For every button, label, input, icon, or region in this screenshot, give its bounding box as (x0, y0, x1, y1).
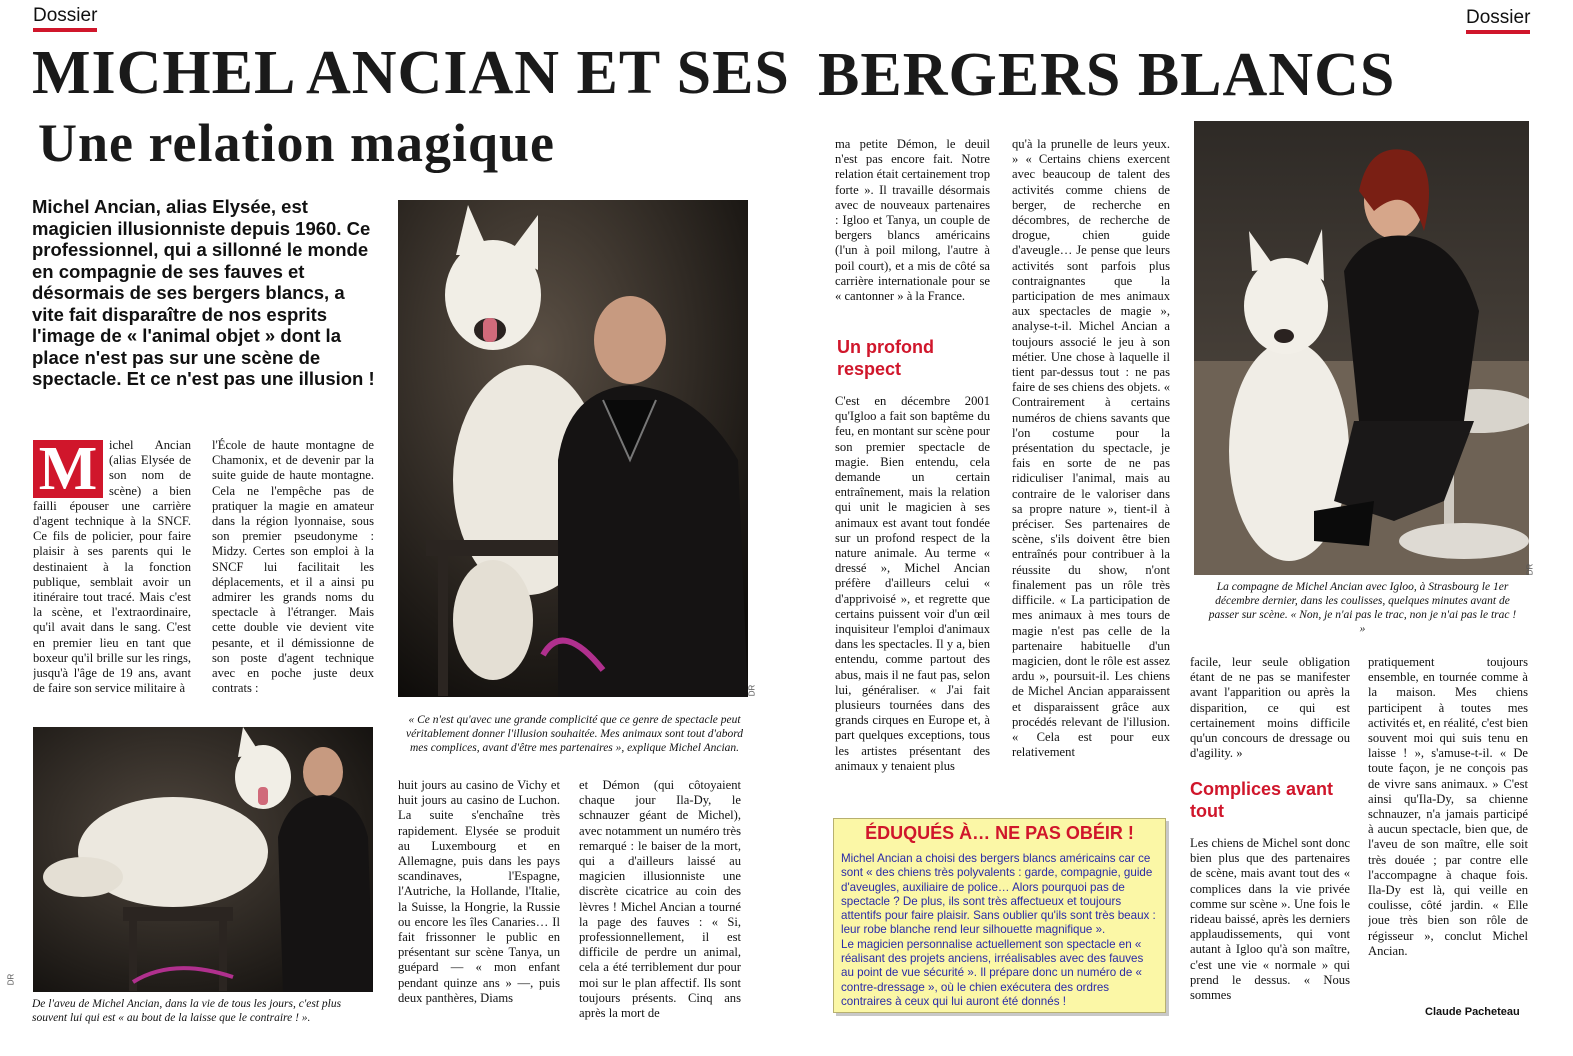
sidebar-box-text-2: Le magicien personnalise actuellement son spectacle en « réalisant des projets anciens, irréalisables avec des fauves au point de vue sécurité ». Il prépare donc un numéro de « contre-dressage », où le chien exécutera des ordres contraires à ceux qui lui auront été donnés ! (841, 937, 1144, 1008)
article-subtitle: Une relation magique (38, 113, 555, 173)
photo-main-illustration (398, 200, 748, 697)
drop-cap: M (33, 440, 103, 498)
section-tag-left: Dossier (33, 6, 97, 32)
photo-left-illustration (33, 727, 373, 992)
text-column-7a: facile, leur seule obligation étant de ne pas se manifester avant l'apparition ou après la disparition, ce qui est certainement moins difficile qu'un concours de dressage ou d'agility. » (1190, 655, 1350, 761)
section-tag-right: Dossier (1466, 8, 1530, 34)
caption-main-photo: « Ce n'est qu'avec une grande complicité que ce genre de spectacle peut véritablement donner l'illusion souhaitée. Mes animaux sont tout d'abord mes complices, avant d'être mes partenaires », explique Michel Ancian. (406, 714, 743, 754)
heading-complices-avant-tout: Complices avant tout (1190, 779, 1334, 821)
text-column-5a: ma petite Démon, le deuil n'est pas encore fait. Notre relation était certainement trop forte ». Il travaille désormais avec de nouveaux partenaires : Igloo et Tanya, un couple de bergers blancs américains (l'un à poil milong, l'autre à poil court), et a mis de côté sa carrière internationale pour se « cantonner » à la France. (835, 137, 990, 304)
text-column-7b: Les chiens de Michel sont donc bien plus que des partenaires de scène, mais avant tout des « complices dans la vie privée comme sur scène ». Une fois le rideau baissé, après les derniers applaudissements, qui vont autant à Igloo qu'à son maître, c'est une vie « normale » qui prend le dessus. « Nous sommes (1190, 836, 1350, 1003)
sidebar-box-title: ÉDUQUÉS À… NE PAS OBÉIR ! (865, 823, 1134, 843)
photo-credit-main: DR (747, 684, 757, 697)
text-column-2: l'École de haute montagne de Chamonix, et de devenir par la suite guide de haute montagne. Cela ne l'empêche pas de pratiquer la magie en amateur dans la région lyonnaise, sous son premier pseudonyme : Midzy. Certes son emploi à la SNCF lui facilitait les déplacements, et il a ainsi pu admirer les grands noms du spectacle à l'étranger. Mais cette double vie devient vite pesante, et il démissionne de son poste d'agent technique avec en poche juste deux contrats : (212, 438, 374, 696)
photo-dog-on-stool (33, 727, 373, 992)
sidebar-box-text-1: Michel Ancian a choisi des bergers blancs américains car ce sont « des chiens très polyvalents : garde, compagnie, guide d'aveugles, auxiliaire de police… Alors pourquoi pas de spectacle ? De plus, ils sont très affectueux et toujours attentifs pour faire plaisir. Sans oublier qu'ils sont très beaux : leur robe blanche rend leur silhouette magnifique ». (841, 852, 1156, 937)
lead-paragraph: Michel Ancian, alias Elysée, est magicien illusionniste depuis 1960. Ce professionnel, qui a sillonné le monde en compagnie de ses fauves et désormais de ses bergers blancs, a vite fait disparaître de nos esprits l'image de « l'animal objet » dont la place n'est pas sur une scène de spectacle. Et ce n'est pas une illusion ! (32, 196, 375, 389)
text-column-4: et Démon (qui côtoyaient chaque jour Ila-Dy, le schnauzer géant de Michel), avec notamment un numéro très remarqué : le baiser de la mort, qui a d'ailleurs laissé au magicien illusionniste une discrète cicatrice au coin des lèvres ! Michel Ancian a tourné la page des fauves : « Si, professionnellement, il est difficile de perdre un animal, cela a été terriblement dur pour moi sur le plan affectif. Ils sont toujours présents. Cinq ans après la mort de (579, 778, 741, 1021)
caption-right-photo: La compagne de Michel Ancian avec Igloo, à Strasbourg le 1er décembre dernier, dans les coulisses, quelques minutes avant de passer sur scène. « Non, je n'ai pas le trac, non je n'ai pas le trac ! » (1208, 581, 1517, 635)
heading-un-profond-respect: Un profond respect (837, 337, 934, 379)
photo-right-illustration (1194, 121, 1529, 575)
photo-magician-with-dog (398, 200, 748, 697)
caption-left-photo: De l'aveu de Michel Ancian, dans la vie de tous les jours, c'est plus souvent lui qui est « au bout de la laisse que le contraire ! ». (32, 998, 342, 1024)
sidebar-box (833, 818, 1166, 1013)
text-column-6: qu'à la prunelle de leurs yeux. » « Certains chiens exercent avec beaucoup de talent des activités comme chiens de berger, de recherche en décombres, de recherche de drogue, chien guide d'aveugle… Je pense que leurs activités sont parfois plus contraignantes que la participation de mes animaux aux spectacles de magie », analyse-t-il. Michel Ancian a toujours associé le jeu à son métier. Une chose à laquelle il tient par-dessus tout : ne pas faire de ses chiens des objets. « Contrairement à certains numéros de chiens savants que l'on costume pour la présentation du spectacle, je fais en sorte de ne pas ridiculiser l'animal, mais au contraire de le valoriser dans sa propre nature », tient-il à préciser. Ses partenaires de scène, s'ils doivent être bien entraînés pour contribuer à la réussite du show, n'ont finalement pas un rôle très difficile. « La participation de mes animaux à mes tours de magie n'est pas celle de la partenaire habituelle d'un magicien, dont le rôle est assez ardu », poursuit-il. Les chiens de Michel Ancian apparaissent et disparaissent grâce aux procédés relevant de l'illusion. « Cela est pour eux relativement (1012, 137, 1170, 760)
text-column-5b: C'est en décembre 2001 qu'Igloo a fait son baptême du feu, en montant sur scène pour son premier spectacle de magie. Bien entendu, cela demande un certain entraînement, mais la relation qui unit le magicien à ses animaux est avant tout fondée sur un profond respect de la nature animale. Au terme « dressé », Michel Ancian préfère d'ailleurs celui « d'apprivoisé », et regrette que certains puissent voir d'un œil inquisiteur l'emploi d'animaux dans les spectacles. Il y a, bien entendu, comme partout des abus, mais il ne faut pas, selon lui, généraliser. « J'ai fait plusieurs tournées dans des grands cirques en Europe et, à part quelques exceptions, tous les artistes présentant des animaux y tenaient plus (835, 394, 990, 773)
photo-companion-with-igloo (1194, 121, 1529, 575)
author-byline: Claude Pacheteau (1425, 1006, 1520, 1018)
photo-credit-right: DR (1525, 563, 1535, 576)
article-title-part2: BERGERS BLANCS (818, 41, 1396, 109)
text-column-1: M ichel Ancian (alias Elysée de son nom de scène) a bien failli épouser une carrière d'agent technique à la SNCF. Ce fils de policier, pour faire plaisir à ses parents qui le destinaient à la fonction publique, semblait avoir un itinéraire tout tracé. Mais c'est la scène, et l'extraordinaire, qu'il avait dans le sang. C'est en premier lieu en tant que boxeur qu'il brille sur les rings, jusqu'à l'âge de 19 ans, avant de faire son service militaire à (33, 438, 191, 696)
text-column-8: pratiquement toujours ensemble, en tournée comme à la maison. Mes chiens participent à toutes mes activités et, en réalité, c'est bien souvent moi qui suis tenu en laisse ! », s'amuse-t-il. « De toute façon, je ne conçois pas de vivre sans animaux. » C'est ainsi qu'Ila-Dy, sa chienne schnauzer, n'a jamais participé à aucun spectacle, bien que, de l'aveu de son maître, elle soit très douée ; par contre elle l'accompagne à chaque fois. Ila-Dy est là, qui veille en coulisse, côté jardin. « Elle joue très bien son rôle de régisseur », conclut Michel Ancian. (1368, 655, 1528, 958)
article-title-part1: MICHEL ANCIAN ET SES (32, 39, 790, 107)
photo-credit-left: DR (6, 973, 16, 986)
text-column-3: huit jours au casino de Vichy et huit jours au casino de Luchon. La suite s'enchaîne très rapidement. Elysée se produit au Luxembourg et en Allemagne, puis dans les pays scandinaves, l'Espagne, l'Autriche, la Hollande, l'Italie, la Suisse, la Hongrie, la Russie ou encore les îles Canaries… Il fait frissonner le public en présentant sur scène Tanya, un guépard — « mon enfant pendant quinze ans » —, puis deux panthères, Diams (398, 778, 560, 1005)
